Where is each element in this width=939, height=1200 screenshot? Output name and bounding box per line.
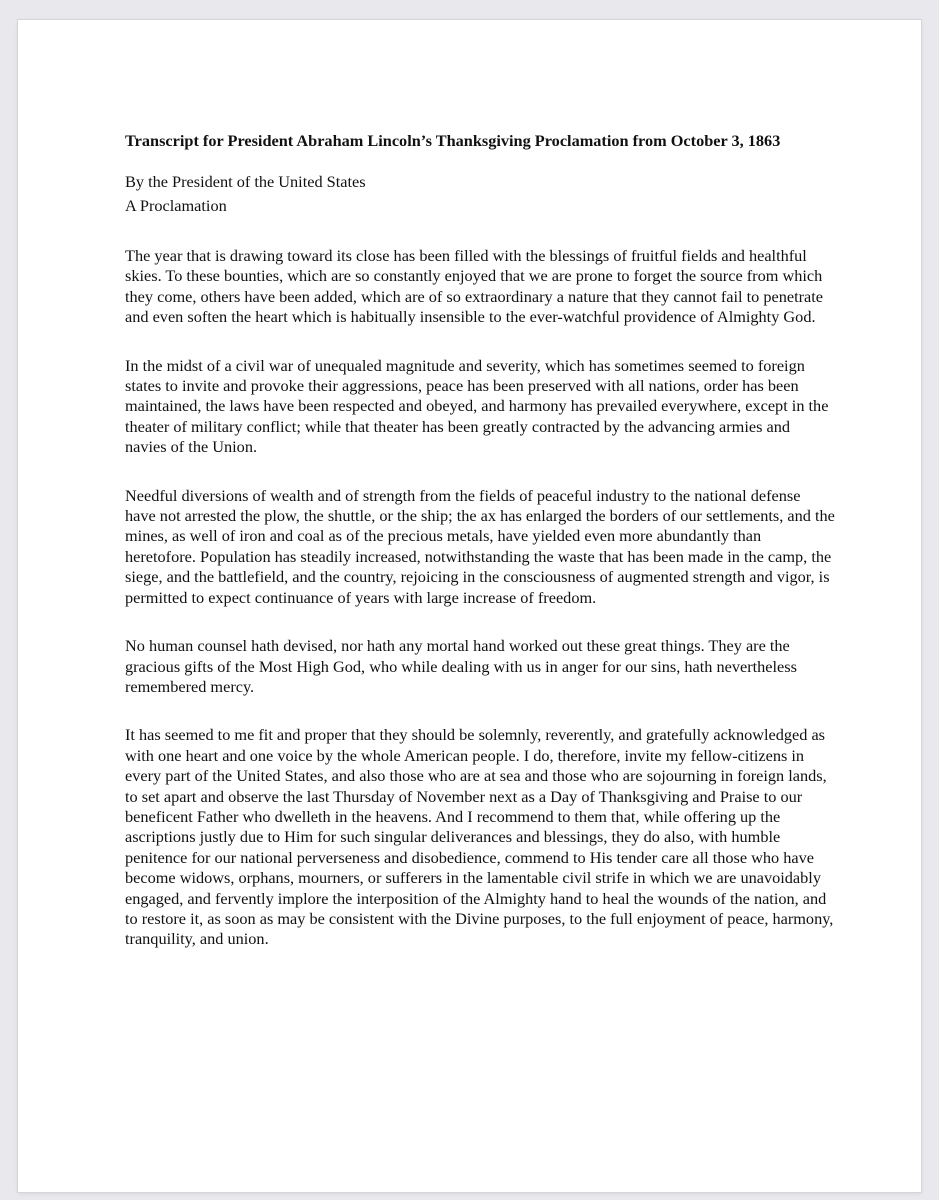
- document-page: [18, 20, 921, 1192]
- paragraph-4: No human counsel hath devised, nor hath any mortal hand worked out these great things. They are the gracious gifts of the Most High God, who while dealing with us in anger for our sins, hath nevertheless remembered mercy.: [125, 636, 797, 696]
- document-title: Transcript for President Abraham Lincoln’s Thanksgiving Proclamation from October 3, 1863: [125, 131, 781, 150]
- paragraph-2: In the midst of a civil war of unequaled magnitude and severity, which has sometimes seemed to foreign states to invite and provoke their aggressions, peace has been preserved with all nations, order has been maintained, the laws have been respected and obeyed, and harmony has prevailed everywhere, except in the theater of military conflict; while that theater has been greatly contracted by the advancing armies and navies of the Union.: [125, 355, 829, 457]
- byline-line-president: By the President of the United States: [125, 172, 366, 191]
- paragraph-1: The year that is drawing toward its close has been filled with the blessings of fruitful fields and healthful skies. To these bounties, which are so constantly enjoyed that we are prone to forget the source from which they come, others have been added, which are of so extraordinary a nature that they cannot fail to penetrate and even soften the heart which is habitually insensible to the ever-watchful providence of Almighty God.: [125, 246, 823, 327]
- byline: [125, 170, 835, 218]
- paragraph-5: It has seemed to me fit and proper that they should be solemnly, reverently, and gratefully acknowledged as with one heart and one voice by the whole American people. I do, therefore, invite my fellow-citizens in every part of the United States, and also those who are at sea and those who are sojourning in foreign lands, to set apart and observe the last Thursday of November next as a Day of Thanksgiving and Praise to our beneficent Father who dwelleth in the heavens. And I recommend to them that, while offering up the ascriptions justly due to Him for such singular deliverances and blessings, they do also, with humble penitence for our national perverseness and disobedience, commend to His tender care all those who have become widows, orphans, mourners, or sufferers in the lamentable civil strife in which we are unavoidably engaged, and fervently implore the interposition of the Almighty hand to heal the wounds of the nation, and to restore it, as soon as may be consistent with the Divine purposes, to the full enjoyment of peace, harmony, tranquility, and union.: [125, 725, 834, 949]
- paragraph-3: Needful diversions of wealth and of strength from the fields of peaceful industry to the national defense have not arrested the plow, the shuttle, or the ship; the ax has enlarged the borders of our settlements, and the mines, as well of iron and coal as of the precious metals, have yielded even more abundantly than heretofore. Population has steadily increased, notwithstanding the waste that has been made in the camp, the siege, and the battlefield, and the country, rejoicing in the consciousness of augmented strength and vigor, is permitted to expect continuance of years with large increase of freedom.: [125, 485, 835, 607]
- document-body: [125, 130, 835, 950]
- byline-line-proclamation: A Proclamation: [125, 196, 227, 215]
